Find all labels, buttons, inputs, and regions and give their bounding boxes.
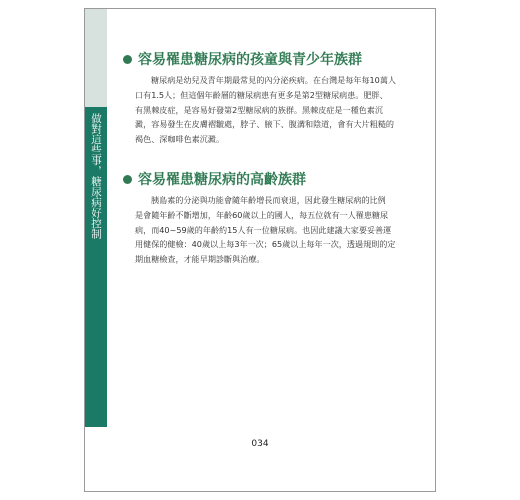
section1-line: 褐色、深咖啡色素沉澱。 xyxy=(135,134,225,145)
section2-paragraph xyxy=(135,193,413,267)
section1-line: 口有1.5人；但這個年齡層的糖尿病患有更多是第2型糖尿病患。肥胖、 xyxy=(135,89,388,100)
section2-heading xyxy=(123,169,306,189)
bullet-icon xyxy=(123,175,132,184)
section1-heading xyxy=(123,49,362,69)
book-page xyxy=(84,8,436,492)
section2-line: 期血糖檢查，才能早期診斷與治療。 xyxy=(135,254,265,265)
section1-line: 有黑棘皮症，是容易好發第2型糖尿病的族群。黑棘皮症是一種色素沉 xyxy=(135,104,383,115)
section1-line: 糖尿病是幼兒及青年期最常見的內分泌疾病。在台灣是每年每10萬人 xyxy=(151,75,397,85)
section2-line: 是會隨年齡不斷增加，年齡60歲以上的國人，每五位就有一人罹患糖尿 xyxy=(135,209,389,220)
bullet-icon xyxy=(123,55,132,64)
section2-heading-text: 容易罹患糖尿病的高齡族群 xyxy=(138,172,306,188)
page-number: 034 xyxy=(251,439,269,449)
section1-heading-text: 容易罹患糖尿病的孩童與青少年族群 xyxy=(138,52,362,68)
section2-line: 胰島素的分泌與功能會隨年齡增長而衰退，因此發生糖尿病的比例 xyxy=(151,195,386,205)
section1-line: 澱，容易發生在皮膚褶皺處，脖子、腋下、腹溝和陰道，會有大片粗糙的 xyxy=(135,119,395,130)
section2-line: 病，而40~59歲的年齡約15人有一位糖尿病。也因此建議大家要妥善運 xyxy=(135,224,392,235)
side-tab-label: 做對這些事，糖尿病好控制 xyxy=(90,113,102,239)
section1-paragraph xyxy=(135,73,413,147)
side-tab-light xyxy=(85,9,107,107)
section2-line: 用健保的健檢：40歲以上每3年一次；65歲以上每年一次，透過規則的定 xyxy=(135,239,396,250)
